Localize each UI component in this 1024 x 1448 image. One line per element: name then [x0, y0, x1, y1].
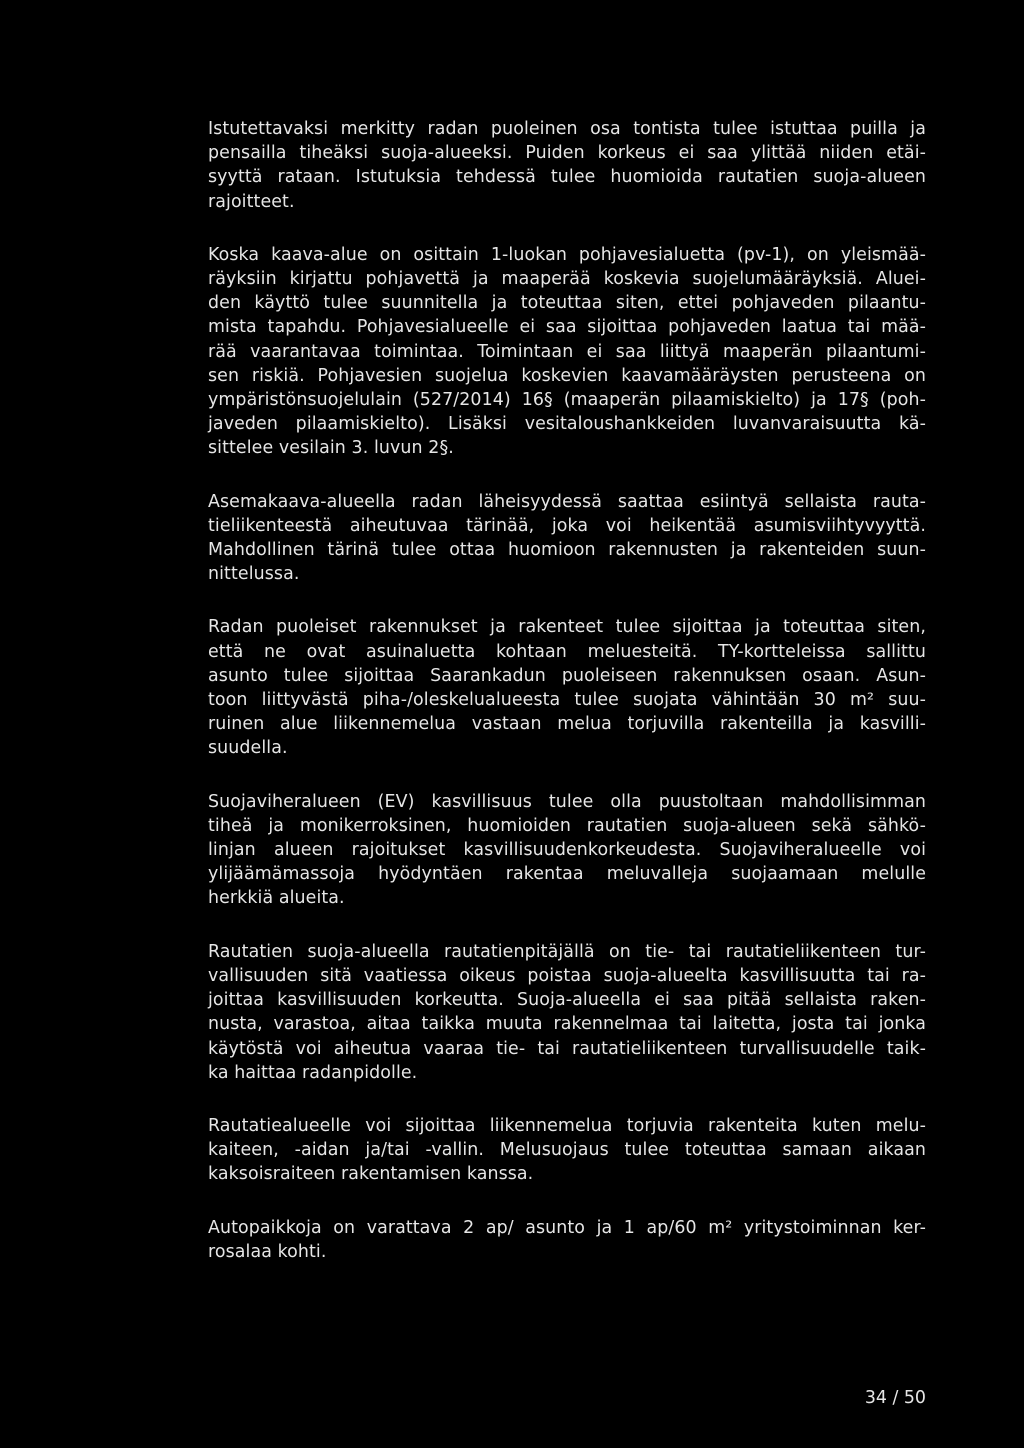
paragraph-railway-noise [208, 1114, 926, 1187]
text-line: syyttä rataan. Istutuksia tehdessä tulee huomioida rautatien suoja-alueen [208, 167, 926, 188]
text-line: rää vaarantavaa toimintaa. Toimintaan ei saa liittyä maaperän pilaantumi- [208, 341, 926, 362]
text-line: sittelee vesilain 3. luvun 2§. [208, 438, 454, 459]
text-line: Mahdollinen tärinä tulee ottaa huomioon rakennusten ja rakenteiden suun- [208, 540, 926, 561]
text-line: Rautatien suoja-alueella rautatienpitäjällä on tie- tai rautatieliikenteen tur- [208, 941, 926, 962]
text-line: kaiteen, -aidan ja/tai -vallin. Melusuojaus tulee toteuttaa samaan aikaan [208, 1140, 926, 1161]
text-line: nusta, varastoa, aitaa taikka muuta rakennelmaa tai laitetta, josta tai jonka [208, 1014, 926, 1035]
text-line: pensailla tiheäksi suoja-alueeksi. Puiden korkeus ei saa ylittää niiden etäi- [208, 143, 926, 164]
text-line: herkkiä alueita. [208, 888, 345, 909]
text-line: Suojaviheralueen (EV) kasvillisuus tulee olla puustoltaan mahdollisimman [208, 791, 926, 812]
text-line: joittaa kasvillisuuden korkeutta. Suoja-alueella ei saa pitää sellaista raken- [208, 990, 926, 1011]
paragraph-railway-protection [208, 940, 926, 1085]
paragraph-planting [208, 117, 926, 214]
text-line: asunto tulee sijoittaa Saarankadun puoleiseen rakennuksen osaan. Asun- [208, 665, 926, 686]
text-line: rosalaa kohti. [208, 1241, 327, 1262]
text-line: toon liittyvästä piha-/oleskelualueesta tulee suojata vähintään 30 m² suu- [208, 690, 926, 711]
text-line: den käyttö tulee suunnitella ja toteuttaa siten, ettei pohjaveden pilaantu- [208, 293, 926, 314]
paragraph-groundwater [208, 243, 926, 461]
text-line: rajoitteet. [208, 191, 295, 212]
text-line: Istutettavaksi merkitty radan puoleinen osa tontista tulee istuttaa puilla ja [208, 119, 926, 139]
paragraph-green-area [208, 790, 926, 911]
text-line: linjan alueen rajoitukset kasvillisuudenkorkeudesta. Suojaviheralueelle voi [208, 840, 926, 861]
paragraph-parking [208, 1216, 926, 1264]
page-number: 34 / 50 [864, 1388, 926, 1408]
text-line: että ne ovat asuinaluetta kohtaan meluesteitä. TY-kortteleissa sallittu [208, 641, 926, 662]
text-line: tiheä ja monikerroksinen, huomioiden rautatien suoja-alueen sekä sähkö- [208, 815, 926, 836]
paragraph-vibration [208, 490, 926, 587]
text-line: ympäristönsuojelulain (527/2014) 16§ (maaperän pilaamiskielto) ja 17§ (poh- [208, 390, 926, 411]
text-line: Autopaikkoja on varattava 2 ap/ asunto ja 1 ap/60 m² yritystoiminnan ker- [208, 1217, 926, 1238]
text-line: javeden pilaamiskielto). Lisäksi vesitaloushankkeiden luvanvaraisuutta kä- [208, 414, 926, 435]
text-line: ruinen alue liikennemelua vastaan melua torjuvilla rakenteilla ja kasvilli- [208, 714, 926, 735]
text-line: ylijäämämassoja hyödyntäen rakentaa meluvalleja suojaamaan melulle [208, 864, 926, 885]
text-line: käytöstä voi aiheutua vaaraa tie- tai rautatieliikenteen turvallisuudelle taik- [208, 1038, 926, 1059]
text-line: Rautatiealueelle voi sijoittaa liikennemelua torjuvia rakenteita kuten melu- [208, 1115, 926, 1136]
text-line: nittelussa. [208, 564, 300, 585]
text-line: suudella. [208, 738, 288, 759]
text-line: Radan puoleiset rakennukset ja rakenteet tulee sijoittaa ja toteuttaa siten, [208, 617, 926, 638]
text-line: Asemakaava-alueella radan läheisyydessä saattaa esiintyä sellaista rauta- [208, 491, 926, 512]
document-body [208, 117, 926, 1293]
text-line: sen riskiä. Pohjavesien suojelua koskevien kaavamääräysten perusteena on [208, 365, 926, 386]
text-line: mista tapahdu. Pohjavesialueelle ei saa sijoittaa pohjaveden laatua tai mää- [208, 317, 926, 338]
text-line: Koska kaava-alue on osittain 1-luokan pohjavesialuetta (pv-1), on yleismää- [208, 244, 926, 265]
text-line: tieliikenteestä aiheutuvaa tärinää, joka voi heikentää asumisviihtyvyyttä. [208, 515, 926, 536]
text-line: ka haittaa radanpidolle. [208, 1062, 418, 1083]
text-line: kaksoisraiteen rakentamisen kanssa. [208, 1164, 534, 1185]
text-line: vallisuuden sitä vaatiessa oikeus poistaa suoja-alueelta kasvillisuutta tai ra- [208, 965, 926, 986]
text-line: räyksiin kirjattu pohjavettä ja maaperää koskevia suojelumääräyksiä. Aluei- [208, 269, 926, 290]
paragraph-noise-barriers [208, 615, 926, 760]
